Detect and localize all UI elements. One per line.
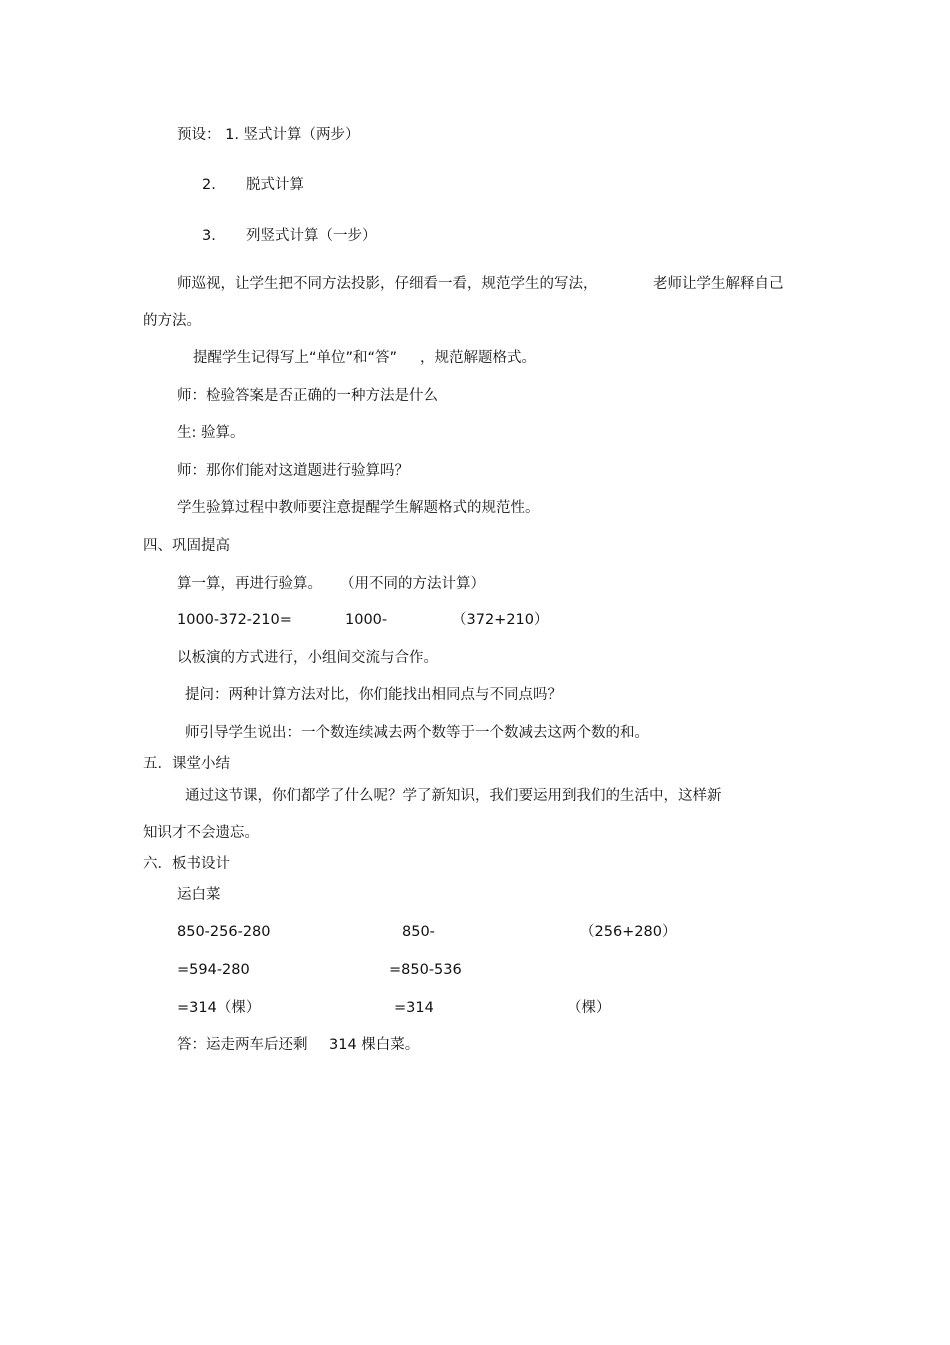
section-4-heading: 四、巩固提高	[143, 538, 230, 554]
preset-item-3-number: 3.	[202, 228, 216, 244]
section-4-method: 以板演的方式进行，小组间交流与合作。	[177, 650, 438, 666]
patrol-text-part-1: 师巡视，让学生把不同方法投影，仔细看一看，规范学生的写法，	[177, 276, 598, 292]
teacher-question-2: 师：那你们能对这道题进行验算吗？	[177, 463, 409, 479]
teacher-question: 师：检验答案是否正确的一种方法是什么	[177, 388, 438, 404]
board-row-1-right: （256+280）	[580, 924, 677, 940]
remind-text-part-2: ，规范解题格式。	[420, 350, 536, 366]
remind-text-part-1: 提醒学生记得写上“单位”和“答”	[193, 350, 398, 366]
section-5-text-2: 知识才不会遗忘。	[143, 825, 259, 841]
expression-1: 1000-372-210=	[177, 612, 292, 628]
section-4-task-note: （用不同的方法计算）	[340, 576, 485, 592]
section-4-task: 算一算，再进行验算。	[177, 576, 322, 592]
preset-item-3-text: 列竖式计算（一步）	[246, 228, 377, 244]
board-row-3-right: （棵）	[567, 1000, 611, 1016]
section-4-question: 提问：两种计算方法对比，你们能找出相同点与不同点吗？	[185, 687, 562, 703]
board-row-1-left: 850-256-280	[177, 924, 271, 940]
board-answer-end: 314 棵白菜。	[329, 1037, 420, 1053]
section-6-heading: 六．板书设计	[143, 856, 230, 872]
expression-2-start: 1000-	[345, 612, 388, 628]
student-answer: 生: 验算。	[177, 425, 245, 441]
section-5-text-1: 通过这节课，你们都学了什么呢？学了新知识，我们要运用到我们的生活中，这样新	[185, 788, 722, 804]
board-row-2-left: =594-280	[177, 962, 250, 978]
expression-2-end: （372+210）	[452, 612, 549, 628]
board-answer-start: 答：运走两车后还剩	[177, 1037, 308, 1053]
board-row-2-mid: =850-536	[389, 962, 462, 978]
board-row-3-left: =314（棵）	[177, 1000, 261, 1016]
patrol-text-continuation: 的方法。	[143, 313, 201, 329]
teacher-note: 学生验算过程中教师要注意提醒学生解题格式的规范性。	[177, 500, 540, 516]
preset-line-1: 预设： 1. 竖式计算（两步）	[177, 127, 360, 143]
patrol-text-part-2: 老师让学生解释自己	[653, 276, 784, 292]
preset-item-2-number: 2.	[202, 177, 216, 193]
board-title: 运白菜	[177, 887, 221, 903]
section-4-guide: 师引导学生说出：一个数连续减去两个数等于一个数减去这两个数的和。	[185, 725, 649, 741]
board-row-1-mid: 850-	[402, 924, 435, 940]
preset-item-2-text: 脱式计算	[246, 177, 304, 193]
board-row-3-mid: =314	[394, 1000, 434, 1016]
section-5-heading: 五．课堂小结	[143, 756, 230, 772]
